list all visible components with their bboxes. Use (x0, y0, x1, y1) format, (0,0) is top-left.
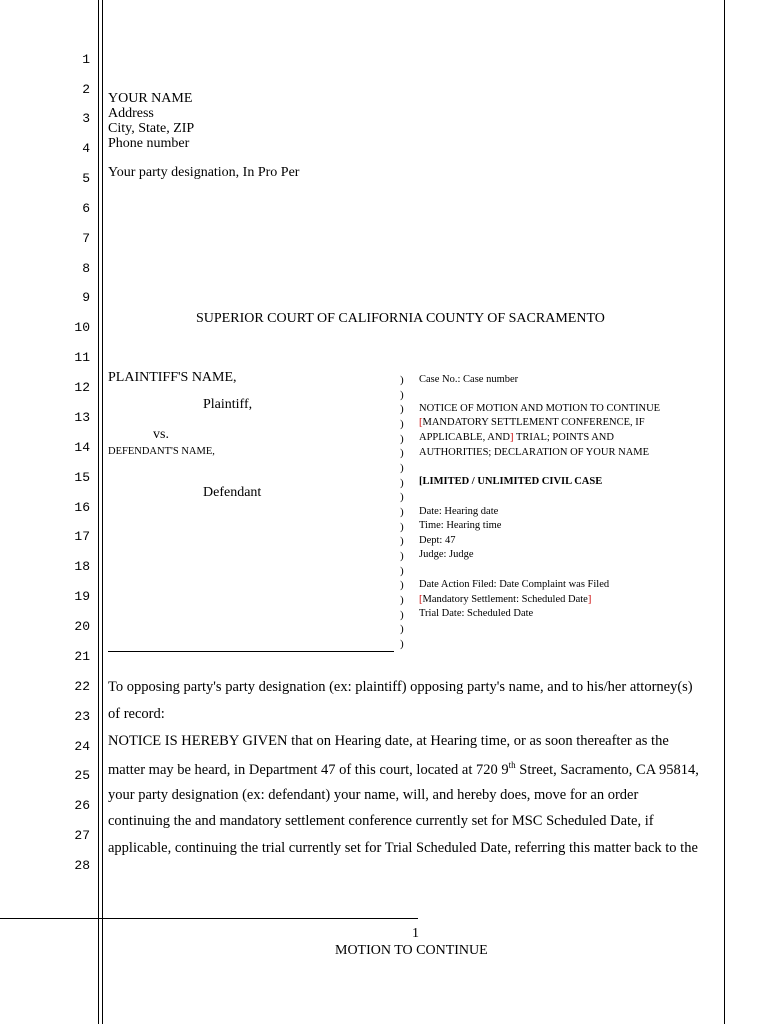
judge: Judge: Judge (419, 549, 474, 560)
bracket-close: ] (587, 594, 592, 605)
paren: ) (400, 506, 404, 518)
hearing-date: Date: Hearing date (419, 506, 499, 517)
versus-label: vs. (153, 427, 169, 442)
line-number: 9 (82, 290, 90, 305)
paren: ) (400, 403, 404, 415)
line-number: 22 (74, 679, 90, 694)
paren: ) (400, 521, 404, 533)
left-margin-line-1 (98, 0, 99, 1024)
paren: ) (400, 535, 404, 547)
line-number: 1 (82, 52, 90, 67)
hearing-time: Time: Hearing time (419, 520, 502, 531)
court-title: SUPERIOR COURT OF CALIFORNIA COUNTY OF SACRAMENTO (196, 311, 605, 326)
notice-title-line-4: AUTHORITIES; DECLARATION OF YOUR NAME (419, 447, 650, 458)
defendant-role: Defendant (203, 485, 262, 500)
bracket-close: ] (510, 432, 514, 443)
department: Dept: 47 (419, 535, 456, 546)
body-text: matter may be heard, in Department 47 of this court, located at 720 9 (108, 761, 509, 778)
line-number: 15 (74, 470, 90, 485)
body-line (108, 760, 699, 779)
line-number: 25 (74, 768, 90, 783)
body-line: NOTICE IS HEREBY GIVEN that on Hearing date, at Hearing time, or as soon thereafter as the (108, 733, 669, 749)
paren: ) (400, 579, 404, 591)
notice-title-line-3 (419, 432, 614, 443)
line-number: 21 (74, 649, 90, 664)
line-number: 3 (82, 111, 90, 126)
party-phone: Phone number (108, 136, 190, 151)
notice-title-line-2 (419, 417, 645, 428)
party-city: City, State, ZIP (108, 121, 195, 136)
line-number: 24 (74, 739, 90, 754)
body-line: continuing the and mandatory settlement conference currently set for MSC Scheduled Date, if (108, 813, 654, 829)
line-number: 7 (82, 231, 90, 246)
paren: ) (400, 374, 404, 386)
line-number: 16 (74, 500, 90, 515)
line-number: 14 (74, 440, 90, 455)
paren: ) (400, 609, 404, 621)
paren: ) (400, 462, 404, 474)
body-text: Street, Sacramento, CA 95814, (515, 761, 699, 778)
line-number: 10 (74, 320, 90, 335)
paren: ) (400, 594, 404, 606)
line-number: 26 (74, 798, 90, 813)
line-number: 11 (74, 350, 90, 365)
party-address: Address (108, 106, 154, 121)
footer-title: MOTION TO CONTINUE (335, 943, 488, 958)
paren: ) (400, 638, 404, 650)
date-action-filed: Date Action Filed: Date Complaint was Filed (419, 579, 610, 590)
case-type-text: LIMITED / UNLIMITED CIVIL CASE (422, 476, 603, 487)
bracket-open: [ (419, 594, 423, 605)
notice-text: APPLICABLE, AND (419, 432, 511, 443)
footer-rule (0, 918, 418, 919)
line-number: 4 (82, 141, 90, 156)
superscript: th (508, 760, 516, 770)
paren: ) (400, 491, 404, 503)
line-number: 12 (74, 380, 90, 395)
paren: ) (400, 477, 404, 489)
body-line: your party designation (ex: defendant) your name, will, and hereby does, move for an order (108, 787, 639, 803)
plaintiff-role: Plaintiff, (203, 397, 253, 412)
paren: ) (400, 418, 404, 430)
line-number: 17 (74, 529, 90, 544)
party-designation: Your party designation, In Pro Per (108, 165, 300, 180)
trial-date: Trial Date: Scheduled Date (419, 608, 534, 619)
body-line: To opposing party's party designation (ex: plaintiff) opposing party's name, and to his/her attorney(s) (108, 679, 693, 695)
line-number: 20 (74, 619, 90, 634)
line-number: 5 (82, 171, 90, 186)
case-number: Case No.: Case number (419, 374, 519, 385)
notice-text: TRIAL; POINTS AND (513, 432, 614, 443)
line-number: 18 (74, 559, 90, 574)
line-number: 28 (74, 858, 90, 873)
line-number: 6 (82, 201, 90, 216)
line-number: 27 (74, 828, 90, 843)
msc-text: Mandatory Settlement: Scheduled Date (422, 594, 588, 605)
paren: ) (400, 565, 404, 577)
notice-text: MANDATORY SETTLEMENT CONFERENCE, IF (422, 417, 645, 428)
line-number: 13 (74, 410, 90, 425)
case-type (419, 476, 602, 487)
body-line: of record: (108, 706, 165, 722)
paren: ) (400, 433, 404, 445)
left-margin-line-2 (102, 0, 103, 1024)
line-number: 19 (74, 589, 90, 604)
line-number: 23 (74, 709, 90, 724)
paren: ) (400, 623, 404, 635)
bracket-open: [ (419, 417, 423, 428)
plaintiff-name: PLAINTIFF'S NAME, (108, 370, 237, 385)
defendant-name: DEFENDANT'S NAME, (108, 446, 215, 457)
line-number: 2 (82, 82, 90, 97)
paren: ) (400, 389, 404, 401)
caption-underline (108, 651, 394, 652)
page-number: 1 (412, 926, 419, 941)
body-line: applicable, continuing the trial currently set for Trial Scheduled Date, referring this matter back to the (108, 840, 698, 856)
mandatory-settlement-date (419, 594, 591, 605)
notice-title-line-1: NOTICE OF MOTION AND MOTION TO CONTINUE (419, 403, 661, 414)
bracket-open: [ (419, 476, 423, 487)
paren: ) (400, 447, 404, 459)
right-margin-line (724, 0, 725, 1024)
line-number: 8 (82, 261, 90, 276)
party-name: YOUR NAME (108, 91, 193, 106)
paren: ) (400, 550, 404, 562)
